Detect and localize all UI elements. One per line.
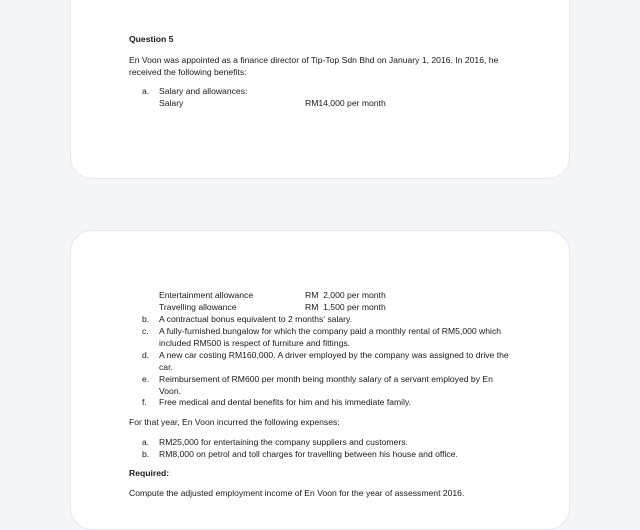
list-text: A contractual bonus equivalent to 2 months' salary. (159, 314, 353, 324)
allowance-value: RM 2,000 per month (305, 290, 386, 300)
question-intro: En Voon was appointed as a finance director of Tip-Top Sdn Bhd on January 1, 2016. In 2016, he received the following benefits: (129, 55, 499, 77)
required-label: Required: (129, 468, 170, 478)
benefit-item-b (142, 313, 512, 325)
benefit-item-c (142, 325, 512, 349)
benefit-item-e (142, 373, 512, 397)
list-marker: b. (142, 449, 150, 459)
item-a-label: Salary and allowances: (159, 86, 248, 96)
list-marker: b. (142, 314, 150, 324)
list-marker: d. (142, 350, 150, 360)
list-text: RM8,000 on petrol and toll charges for travelling between his house and office. (159, 449, 458, 459)
list-marker: e. (142, 374, 150, 384)
benefit-item-f (142, 396, 512, 408)
allowance-value: RM 1,500 per month (305, 302, 386, 312)
item-a-marker: a. (142, 86, 150, 96)
required-text: Compute the adjusted employment income of En Voon for the year of assessment 2016. (129, 488, 465, 498)
list-text: A fully-furnished bungalow for which the company paid a monthly rental of RM5,000 which included RM500 is respect of furniture and fittings. (159, 326, 502, 348)
expense-item-b (142, 448, 512, 460)
allowance-label: Travelling allowance (159, 302, 237, 312)
allowance-label: Entertainment allowance (159, 290, 254, 300)
list-text: Reimbursement of RM600 per month being monthly salary of a servant employed by En Voon. (159, 374, 493, 396)
list-text: Free medical and dental benefits for him and his immediate family. (159, 397, 412, 407)
list-marker: a. (142, 437, 150, 447)
expense-item-a (142, 436, 512, 448)
salary-label: Salary (159, 98, 184, 108)
expenses-intro: For that year, En Voon incurred the following expenses: (129, 417, 340, 427)
list-marker: f. (142, 397, 147, 407)
benefit-item-d (142, 349, 512, 373)
list-text: RM25,000 for entertaining the company suppliers and customers. (159, 437, 408, 447)
question-title: Question 5 (129, 34, 174, 44)
list-text: A new car costing RM160,000. A driver employed by the company was assigned to drive the car. (159, 350, 509, 372)
list-marker: c. (142, 326, 149, 336)
salary-value: RM14,000 per month (305, 98, 386, 108)
